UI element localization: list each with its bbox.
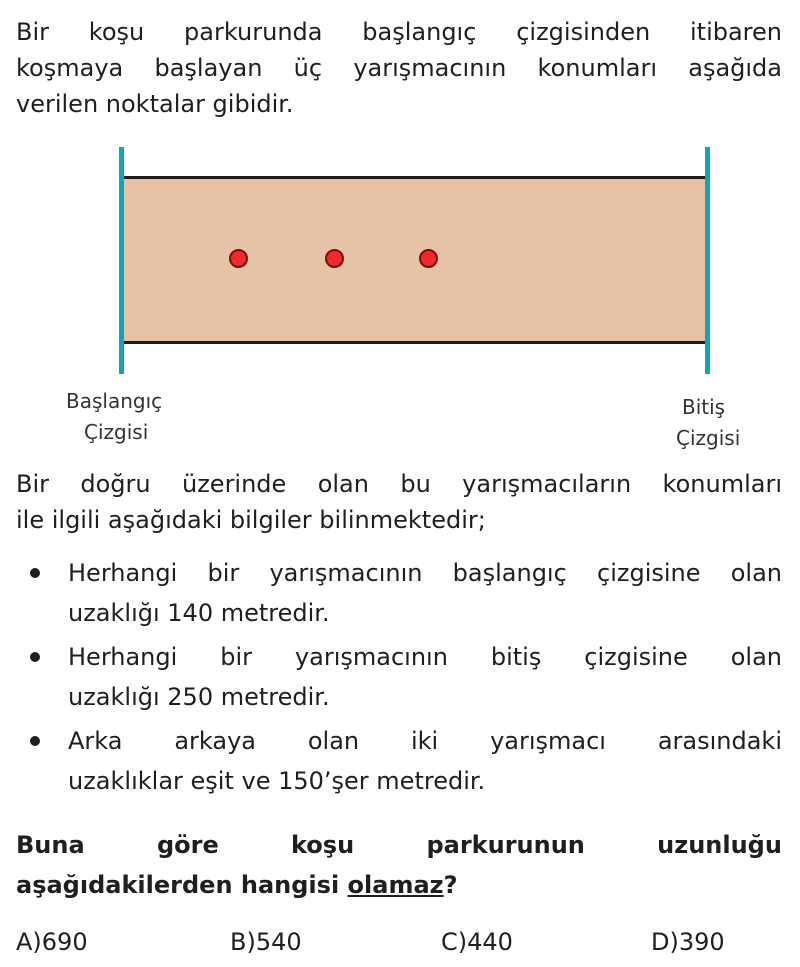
emphasis-underline: olamaz <box>347 871 444 899</box>
running-track <box>124 176 708 344</box>
question-line-2: aşağıdakilerden hangisi olamaz? <box>16 871 458 899</box>
start-line <box>119 147 124 374</box>
answer-option-b[interactable]: B)540 <box>230 928 302 956</box>
runner-dot-2 <box>325 249 344 268</box>
answer-option-c[interactable]: C)440 <box>441 928 513 956</box>
answer-option-d[interactable]: D)390 <box>651 928 725 956</box>
answer-options <box>0 922 800 962</box>
question-line-1: Buna göre koşu parkurunun uzunluğu <box>16 831 782 859</box>
bullet-icon <box>30 568 40 578</box>
answer-option-a[interactable]: A)690 <box>16 928 88 956</box>
info-paragraph <box>16 466 782 538</box>
info-line: Bir doğru üzerinde olan bu yarışmacıların konumları <box>16 470 782 498</box>
bullet-icon <box>30 652 40 662</box>
list-item: Herhangi bir yarışmacının başlangıç çizgisine olan uzaklığı 140 metredir. <box>16 553 782 633</box>
start-line-label: Başlangıç Çizgisi <box>66 389 163 444</box>
bullet-icon <box>30 736 40 746</box>
finish-line-label: Bitiş Çizgisi <box>676 395 741 450</box>
list-item: Herhangi bir yarışmacının bitiş çizgisine olan uzaklığı 250 metredir. <box>16 637 782 717</box>
finish-line <box>705 147 710 374</box>
info-bullet-list <box>16 553 782 805</box>
question-text <box>16 825 782 905</box>
runner-dot-3 <box>419 249 438 268</box>
track-figure <box>0 0 800 460</box>
runner-dot-1 <box>229 249 248 268</box>
info-line: ile ilgili aşağıdaki bilgiler bilinmektedir; <box>16 506 486 534</box>
intro-line: verilen noktalar gibidir. <box>16 90 294 118</box>
list-item: Arka arkaya olan iki yarışmacı arasındaki uzaklıklar eşit ve 150’şer metredir. <box>16 721 782 801</box>
intro-line: Bir koşu parkurunda başlangıç çizgisinden itibaren <box>16 18 782 46</box>
intro-line: koşmaya başlayan üç yarışmacının konumları aşağıda <box>16 54 782 82</box>
